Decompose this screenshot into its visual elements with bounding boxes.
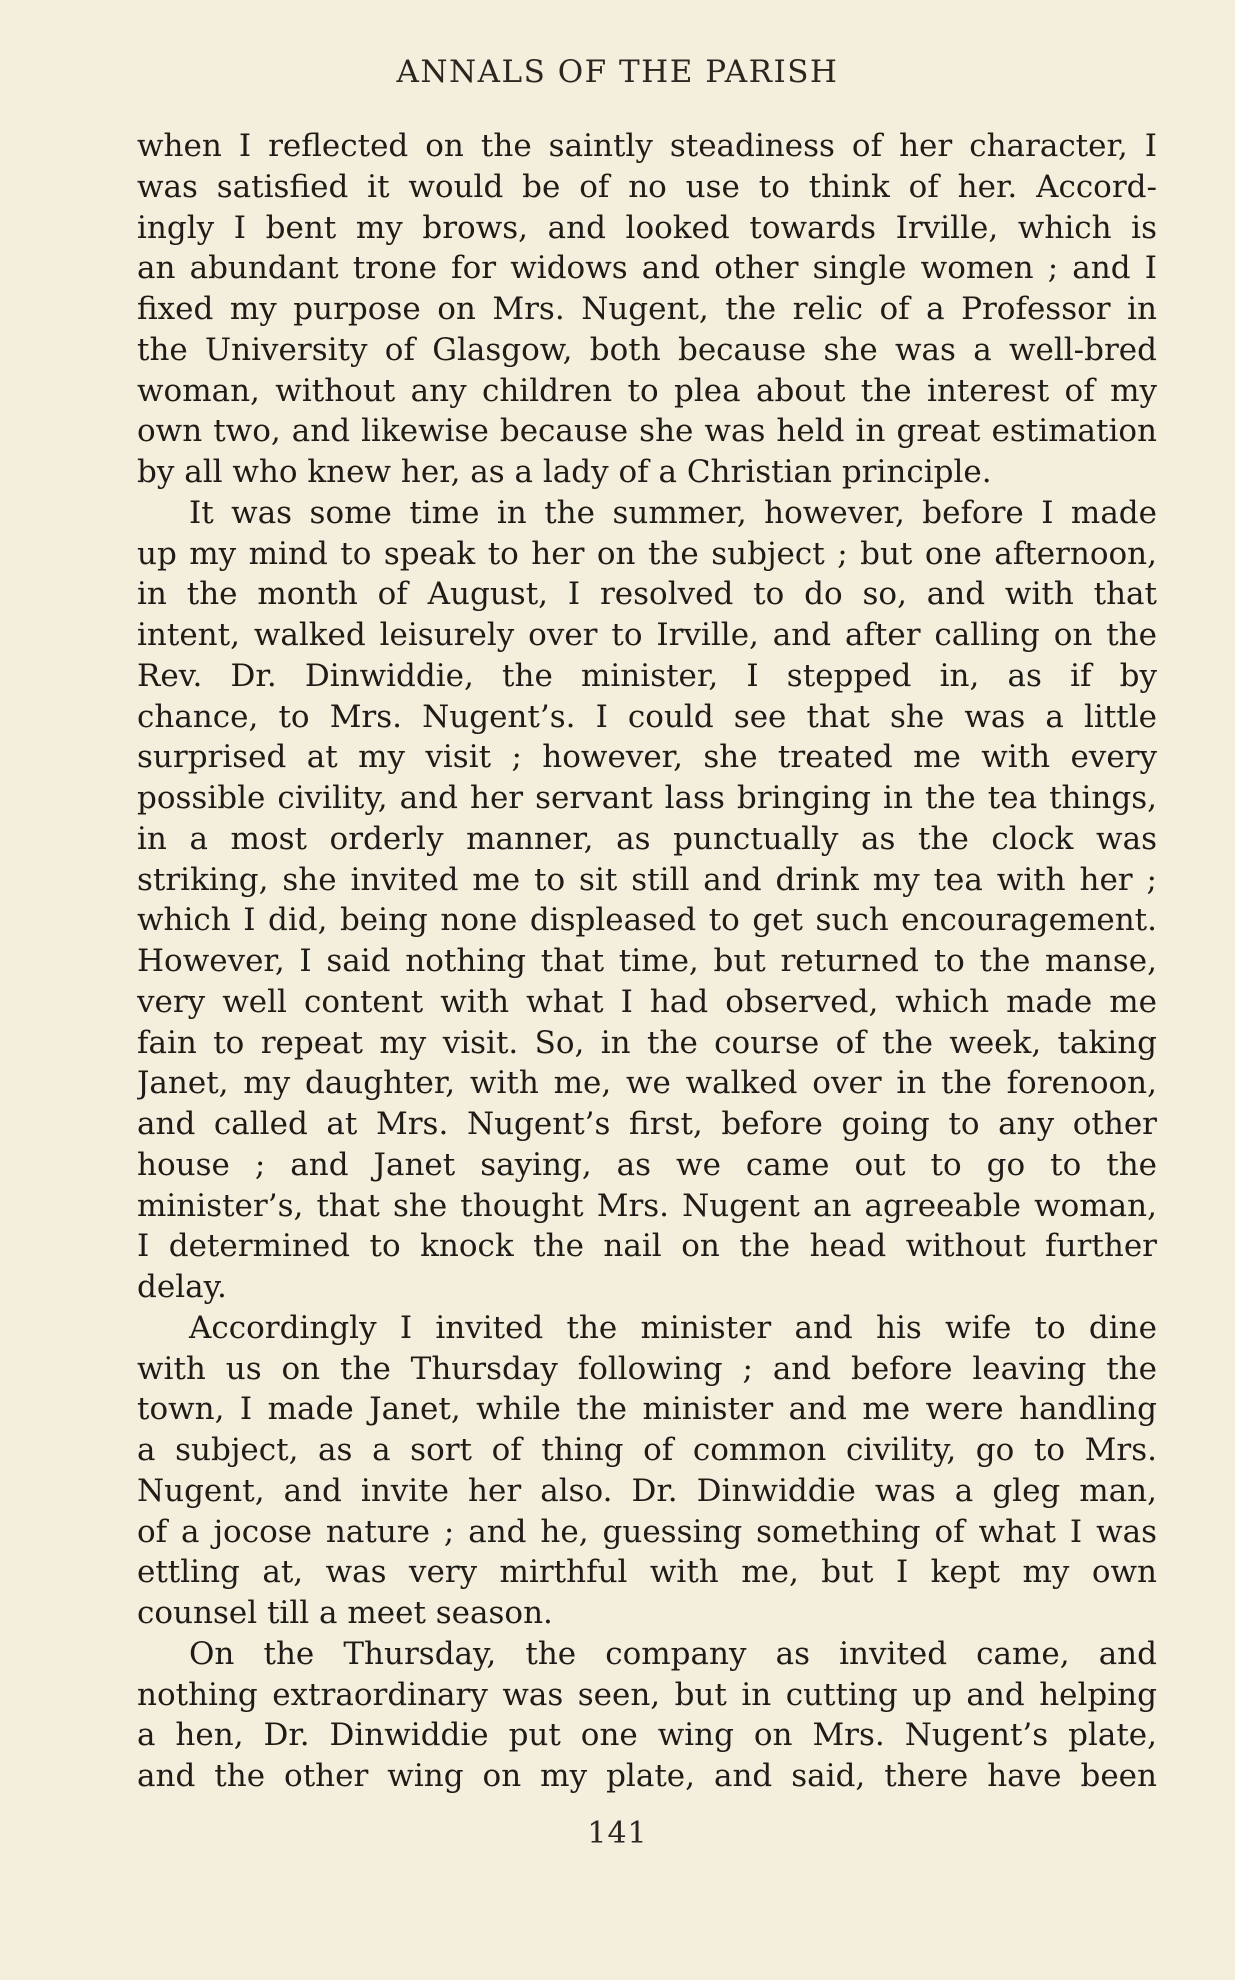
text-line: was satisfied it would be of no use to think of her. Accord- bbox=[137, 168, 1157, 205]
text-line: of a jocose nature ; and he, guessing something of what I was bbox=[137, 1513, 1157, 1550]
text-line: fain to repeat my visit. So, in the course of the week, taking bbox=[137, 1024, 1157, 1061]
text-line: house ; and Janet saying, as we came out to go to the bbox=[137, 1146, 1157, 1183]
text-line: Nugent, and invite her also. Dr. Dinwiddie was a gleg man, bbox=[137, 1472, 1157, 1509]
text-line: the University of Glasgow, both because she was a well-bred bbox=[137, 331, 1157, 368]
text-line: surprised at my visit ; however, she treated me with every bbox=[137, 739, 1157, 776]
text-line: Janet, my daughter, with me, we walked over in the forenoon, bbox=[137, 1065, 1157, 1102]
text-line: delay. bbox=[137, 1269, 227, 1305]
text-line: in the month of August, I resolved to do so, and with that bbox=[137, 576, 1157, 613]
text-line: possible civility, and her servant lass bringing in the tea things, bbox=[137, 780, 1157, 816]
text-line: counsel till a meet season. bbox=[137, 1595, 553, 1631]
text-line: and the other wing on my plate, and said, there have been bbox=[137, 1758, 1157, 1794]
text-line: minister’s, that she thought Mrs. Nugent an agreeable woman, bbox=[137, 1187, 1157, 1224]
running-head: ANNALS OF THE PARISH bbox=[396, 54, 839, 90]
text-line: woman, without any children to plea about the interest of my bbox=[137, 372, 1157, 409]
text-line: when I reflected on the saintly steadiness of her character, I bbox=[137, 128, 1157, 164]
text-line: with us on the Thursday following ; and before leaving the bbox=[137, 1350, 1157, 1387]
text-line: a subject, as a sort of thing of common civility, go to Mrs. bbox=[137, 1432, 1157, 1468]
text-line: town, I made Janet, while the minister and me were handling bbox=[137, 1391, 1157, 1428]
page-number: 141 bbox=[587, 1816, 648, 1851]
text-line: an abundant trone for widows and other single women ; and I bbox=[137, 250, 1157, 287]
text-line: and called at Mrs. Nugent’s first, before going to any other bbox=[137, 1106, 1157, 1142]
text-line: intent, walked leisurely over to Irville, and after calling on the bbox=[137, 617, 1157, 653]
text-line: by all who knew her, as a lady of a Christian principle. bbox=[137, 454, 992, 490]
text-line: ettling at, was very mirthful with me, but I kept my own bbox=[137, 1554, 1157, 1591]
body-text bbox=[137, 126, 1157, 1797]
text-line: ingly I bent my brows, and looked towards Irville, which is bbox=[137, 209, 1157, 246]
text-line: which I did, being none displeased to get such encouragement. bbox=[137, 902, 1157, 939]
text-line: However, I said nothing that time, but returned to the manse, bbox=[137, 943, 1157, 979]
text-line: I determined to knock the nail on the head without further bbox=[137, 1228, 1157, 1265]
text-line: striking, she invited me to sit still and drink my tea with her ; bbox=[137, 861, 1157, 898]
text-line: very well content with what I had observed, which made me bbox=[137, 983, 1157, 1020]
paragraph-start-line: On the Thursday, the company as invited came, and bbox=[189, 1635, 1157, 1672]
text-line: Rev. Dr. Dinwiddie, the minister, I stepped in, as if by bbox=[137, 657, 1157, 694]
text-line: a hen, Dr. Dinwiddie put one wing on Mrs. Nugent’s plate, bbox=[137, 1717, 1157, 1754]
paragraph-start-line: Accordingly I invited the minister and his wife to dine bbox=[189, 1309, 1157, 1346]
text-line: in a most orderly manner, as punctually as the clock was bbox=[137, 820, 1157, 857]
text-line: fixed my purpose on Mrs. Nugent, the relic of a Professor in bbox=[137, 291, 1157, 327]
text-line: up my mind to speak to her on the subject ; but one afternoon, bbox=[137, 535, 1157, 572]
paragraph-start-line: It was some time in the summer, however, before I made bbox=[189, 494, 1157, 531]
text-line: own two, and likewise because she was held in great estimation bbox=[137, 413, 1157, 450]
text-line: chance, to Mrs. Nugent’s. I could see that she was a little bbox=[137, 698, 1157, 735]
text-line: nothing extraordinary was seen, but in cutting up and helping bbox=[137, 1676, 1157, 1713]
